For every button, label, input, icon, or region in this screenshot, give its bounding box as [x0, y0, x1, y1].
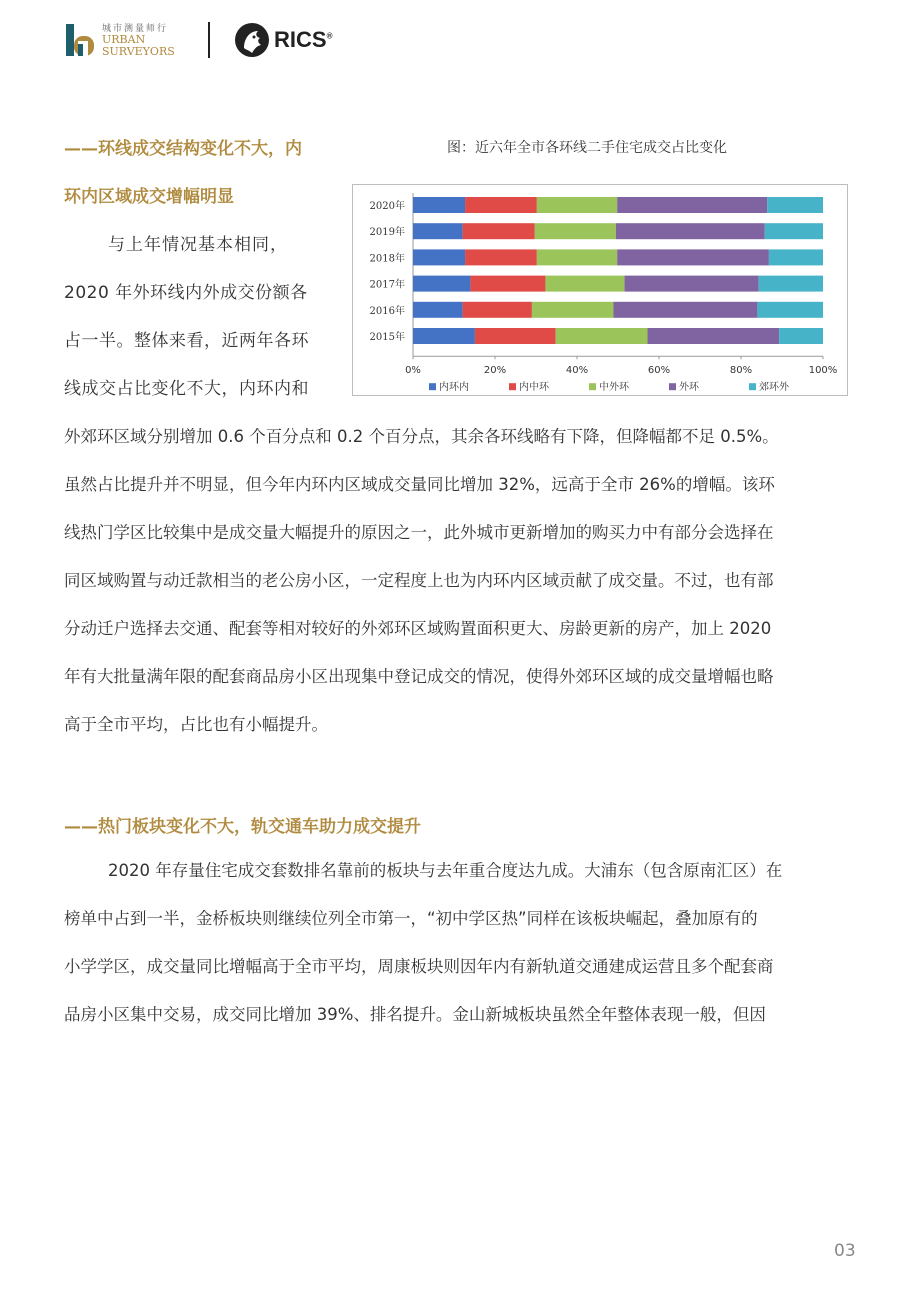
rics-lion-icon: [234, 22, 270, 58]
bar-segment: [465, 249, 537, 265]
chart-canvas: [353, 185, 847, 395]
y-tick-label: 2018年: [369, 253, 405, 265]
paragraph-line: 高于全市平均，占比也有小幅提升。: [64, 715, 328, 734]
x-tick-label: 60%: [647, 365, 671, 377]
bar-segment: [767, 197, 823, 213]
paragraph-line: 2020 年存量住宅成交套数排名靠前的板块与去年重合度达九成。大浦东（包含原南汇区）在: [108, 861, 783, 880]
legend-swatch: [429, 383, 436, 390]
bar-segment: [535, 223, 616, 239]
section1-heading-line2: 环内区域成交增幅明显: [64, 187, 234, 207]
legend-label: 外环: [679, 382, 699, 394]
paragraph-line: 线成交占比变化不大，内环内和: [64, 379, 309, 399]
bar-segment: [413, 276, 470, 292]
y-tick-label: 2020年: [369, 201, 405, 212]
header-divider: [208, 22, 210, 58]
bar-segment: [413, 328, 475, 344]
logo-chinese-name: 城市测量师行: [102, 24, 169, 34]
y-tick-label: 2017年: [369, 279, 405, 291]
bar-segment: [757, 302, 823, 318]
paragraph-line: 分动迁户选择去交通、配套等相对较好的外郊环区域购置面积更大、房龄更新的房产，加上 2020: [64, 619, 772, 638]
paragraph-line: 小学学区，成交量同比增幅高于全市平均，周康板块则因年内有新轨道交通建成运营且多个配套商: [64, 957, 774, 976]
section2-paragraph: [64, 847, 864, 1039]
bar-segment: [617, 249, 769, 265]
section1-heading: [64, 138, 302, 208]
x-tick-label: 0%: [405, 365, 421, 377]
paragraph-line: 榜单中占到一半，金桥板块则继续位列全市第一，“初中学区热”同样在该板块崛起，叠加原有的: [64, 909, 758, 928]
bar-segment: [413, 223, 463, 239]
rics-logo-text: RICS®: [274, 27, 333, 52]
legend-swatch: [589, 383, 596, 390]
bar-segment: [779, 328, 823, 344]
legend-label: 内环内: [439, 382, 469, 394]
legend-swatch: [749, 383, 756, 390]
bar-segment: [613, 302, 757, 318]
paragraph-line: 2020 年外环线内外成交份额各: [64, 283, 308, 303]
x-tick-label: 20%: [483, 365, 507, 377]
paragraph-line: 线热门学区比较集中是成交量大幅提升的原因之一，此外城市更新增加的购买力中有部分会选择在: [64, 523, 774, 542]
bar-segment: [463, 223, 535, 239]
y-tick-label: 2016年: [369, 305, 405, 317]
bar-segment: [545, 276, 624, 292]
legend-swatch: [509, 383, 516, 390]
bar-segment: [537, 197, 617, 213]
urban-surveyors-logo-icon: [66, 22, 96, 58]
bar-segment: [413, 197, 465, 213]
section2-heading: ——热门板块变化不大，轨交通车助力成交提升: [64, 817, 421, 837]
section1-paragraph-wide: [64, 413, 864, 749]
paragraph-line: 虽然占比提升并不明显，但今年内环内区域成交量同比增加 32%，远高于全市 26%的增幅。该环: [64, 475, 775, 494]
paragraph-line: 占一半。整体来看，近两年各环: [64, 331, 309, 351]
legend-label: 内中环: [519, 382, 549, 394]
x-tick-label: 100%: [808, 365, 838, 377]
bar-segment: [532, 302, 614, 318]
paragraph-line: 同区域购置与动迁款相当的老公房小区，一定程度上也为内环内区域贡献了成交量。不过，也有部: [64, 571, 774, 590]
legend-label: 郊环外: [759, 382, 789, 394]
y-tick-label: 2015年: [369, 332, 405, 343]
chart-title: 图：近六年全市各环线二手住宅成交占比变化: [447, 140, 727, 156]
bar-segment: [475, 328, 556, 344]
y-tick-label: 2019年: [369, 227, 405, 239]
x-tick-label: 80%: [729, 365, 753, 377]
bar-segment: [617, 197, 767, 213]
paragraph-line: 外郊环区域分别增加 0.6 个百分点和 0.2 个百分点，其余各环线略有下降，但降幅都不足 0.5%。: [64, 427, 779, 446]
paragraph-line: 与上年情况基本相同，: [108, 235, 288, 255]
paragraph-line: 年有大批量满年限的配套商品房小区出现集中登记成交的情况，使得外郊环区域的成交量增幅也略: [64, 667, 774, 686]
bar-segment: [759, 276, 823, 292]
bar-segment: [648, 328, 780, 344]
logo-english-line2: SURVEYORS: [102, 45, 175, 58]
bar-segment: [616, 223, 765, 239]
page-header: [66, 18, 366, 64]
page-number: 03: [834, 1241, 856, 1261]
bar-segment: [463, 302, 532, 318]
bar-segment: [556, 328, 648, 344]
bar-segment: [465, 197, 537, 213]
stacked-bar-chart: [352, 184, 848, 396]
legend-label: 中外环: [599, 382, 629, 394]
bar-segment: [413, 249, 465, 265]
section1-paragraph-narrow: [64, 221, 309, 413]
bar-segment: [625, 276, 759, 292]
legend-swatch: [669, 383, 676, 390]
bar-segment: [537, 249, 617, 265]
section1-heading-line1: ——环线成交结构变化不大，内: [64, 139, 302, 159]
bar-segment: [470, 276, 545, 292]
bar-segment: [769, 249, 823, 265]
paragraph-line: 品房小区集中交易，成交同比增加 39%、排名提升。金山新城板块虽然全年整体表现一般，但因: [64, 1005, 766, 1024]
bar-segment: [413, 302, 463, 318]
bar-segment: [765, 223, 823, 239]
x-tick-label: 40%: [565, 365, 589, 377]
logo-english-line1: URBAN: [102, 33, 146, 46]
